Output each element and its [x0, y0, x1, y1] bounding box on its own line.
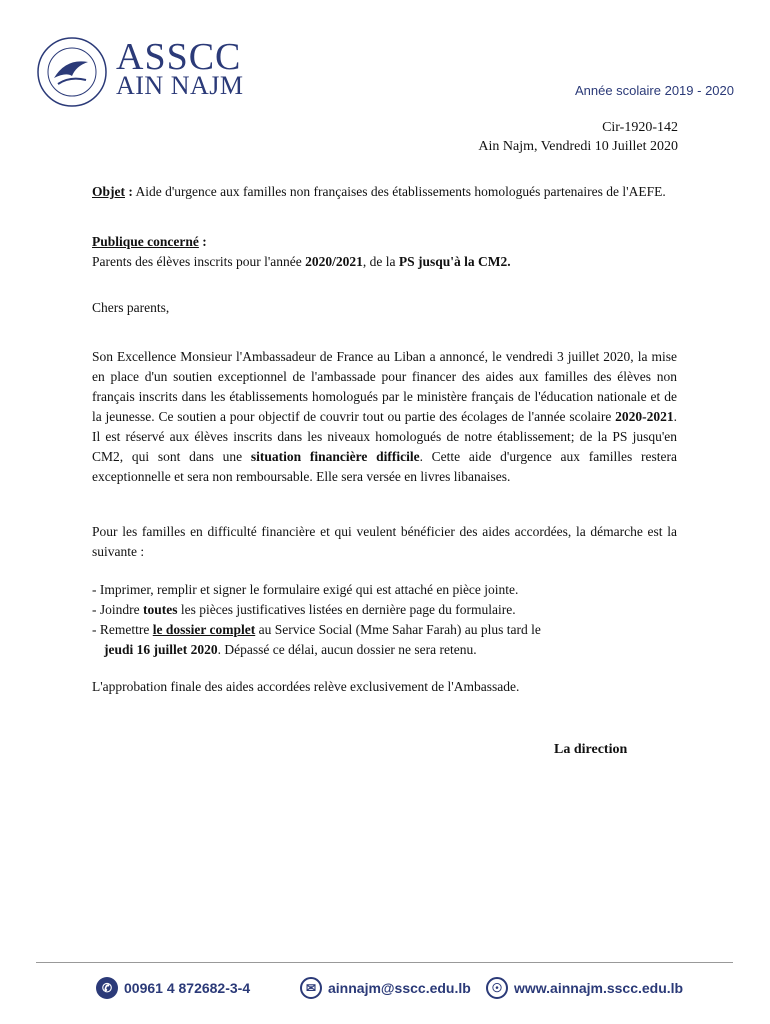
- para1-situation: situation financière difficile: [250, 449, 420, 464]
- procedure-intro: Pour les familles en difficulté financière et qui veulent bénéficier des aides accordées, la démarche est la suivante :: [92, 524, 677, 559]
- step-3: [92, 620, 677, 640]
- school-year: Année scolaire 2019 - 2020: [574, 83, 734, 98]
- globe-icon: ☉: [486, 977, 508, 999]
- para1-text2: . Il est réservé aux élèves inscrits dans les niveaux homologués de notre établissement; de la PS jusqu'en CM2, qui sont dans une: [92, 409, 677, 464]
- circular-code: Cir-1920-142: [602, 120, 678, 135]
- step-3-text2: au Service Social (Mme Sahar Farah) au plus tard le: [255, 622, 541, 637]
- objet-text: Aide d'urgence aux familles non françaises des établissements homologués partenaires de l'AEFE.: [132, 184, 666, 199]
- email-address: ainnajm@sscc.edu.lb: [328, 980, 471, 996]
- step-2-bold: toutes: [143, 602, 178, 617]
- footer-phone: [96, 976, 250, 1000]
- reference-block: [478, 118, 678, 156]
- approval-paragraph: L'approbation finale des aides accordées relève exclusivement de l'Ambassade.: [92, 679, 520, 694]
- footer-email: [300, 976, 471, 1000]
- step-3-dossier: le dossier complet: [152, 622, 256, 637]
- footer-divider: [36, 962, 733, 963]
- para1-text3: . Cette aide d'urgence aux familles restera exceptionnelle et sera non remboursable. Elle sera versée en livres libanaises.: [92, 449, 677, 484]
- greeting: Chers parents,: [92, 300, 170, 315]
- brand-logo: [116, 36, 244, 100]
- step-2-text2: les pièces justificatives listées en dernière page du formulaire.: [177, 602, 516, 617]
- step-2: [92, 600, 677, 620]
- footer-website: [486, 976, 683, 1000]
- step-3-deadline: [92, 640, 677, 660]
- step-3-date: jeudi 16 juillet 2020: [104, 642, 218, 657]
- public-label: Publique concerné: [92, 234, 199, 249]
- para1-text1: Son Excellence Monsieur l'Ambassadeur de France au Liban a annoncé, le vendredi 3 juillet 2020, la mise en place d'un soutien exceptionnel de l'ambassade pour financer des aides aux familles des élèves non français inscrits dans les établissements homologués par le ministère français de l'éducation nationale et de la jeunesse. Ce soutien a pour objectif de couvrir tout ou partie des écolages de l'année scolaire: [92, 349, 677, 424]
- phone-icon: ✆: [96, 977, 118, 999]
- step-1: - Imprimer, remplir et signer le formulaire exigé qui est attaché en pièce jointe.: [92, 582, 519, 597]
- brand-line1: ASSCC: [116, 36, 242, 78]
- school-emblem: [36, 36, 108, 108]
- step-3-text3: . Dépassé ce délai, aucun dossier ne sera retenu.: [217, 642, 477, 657]
- public-levels: PS jusqu'à la CM2.: [398, 254, 511, 269]
- signature: La direction: [554, 742, 628, 757]
- step-2-text1: - Joindre: [92, 602, 143, 617]
- envelope-icon: ✉: [300, 977, 322, 999]
- steps-list: [92, 580, 677, 660]
- phone-number: 00961 4 872682-3-4: [124, 980, 251, 996]
- public-sep: :: [198, 234, 207, 249]
- main-paragraph: [92, 347, 677, 487]
- place-date: Ain Najm, Vendredi 10 Juillet 2020: [478, 139, 678, 154]
- public-text2: , de la: [362, 254, 399, 269]
- website-url: www.ainnajm.sscc.edu.lb: [514, 980, 684, 996]
- step-3-text1: - Remettre: [92, 622, 153, 637]
- public-year: 2020/2021: [305, 254, 363, 269]
- objet-label: Objet: [92, 184, 125, 199]
- public-text1: Parents des élèves inscrits pour l'année: [92, 254, 306, 269]
- public-paragraph: [92, 232, 677, 272]
- objet-sep: :: [125, 184, 133, 199]
- brand-line2: AIN NAJM: [116, 71, 244, 100]
- para1-year: 2020-2021: [615, 409, 674, 424]
- objet-paragraph: [92, 182, 677, 202]
